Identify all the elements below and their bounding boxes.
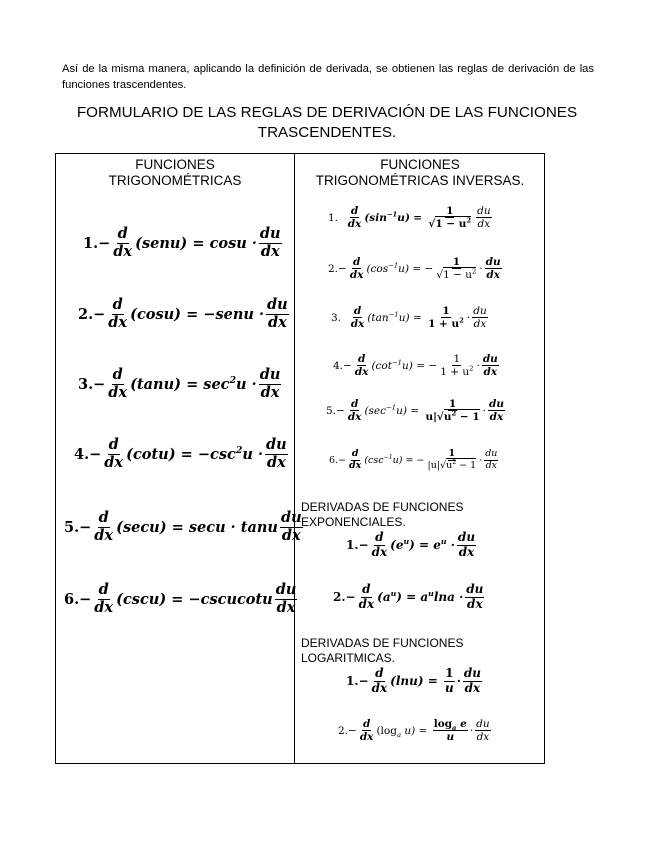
formula-number: 4.− bbox=[333, 359, 352, 372]
trig-formula-4 bbox=[74, 437, 290, 471]
result: $a^u\ln a$ · bbox=[420, 589, 464, 605]
equals-sign: = bbox=[427, 674, 438, 689]
minus-sign: − bbox=[416, 454, 425, 466]
header-line: FUNCIONES bbox=[135, 157, 215, 172]
d-dx-operator: $\frac{d}{dx}$ bbox=[358, 582, 375, 611]
formula-number: 2.− bbox=[338, 724, 357, 737]
equals-sign: = bbox=[416, 359, 426, 372]
equals-sign: = bbox=[180, 445, 193, 463]
section-line: LOGARITMICAS. bbox=[301, 651, 396, 665]
d-dx-operator: $\frac{d}{dx}$ bbox=[94, 509, 114, 544]
formula-number: 1. bbox=[328, 211, 339, 224]
formula-number: 3. bbox=[331, 311, 342, 324]
formula-number: 1.− bbox=[346, 538, 369, 553]
formula-number: 2.− bbox=[328, 262, 347, 275]
result: $e^u$ · bbox=[433, 537, 455, 553]
result-fraction: $\frac{1}{|u|√u^2 - 1}$ bbox=[427, 448, 477, 471]
dot: · bbox=[466, 311, 471, 324]
du-dx: du dx bbox=[476, 718, 490, 744]
equals-sign: = bbox=[410, 404, 420, 417]
minus-sign: − bbox=[424, 262, 434, 275]
formula-number: 2.− bbox=[78, 305, 106, 323]
dot: · bbox=[469, 724, 474, 737]
du-dx: du dx bbox=[473, 305, 487, 331]
function: (cotu) bbox=[126, 445, 176, 463]
formula-number: 6.− bbox=[329, 454, 347, 466]
minus-sign: − bbox=[428, 359, 438, 372]
logarithmic-section-title bbox=[301, 636, 463, 666]
dot: · bbox=[479, 262, 483, 275]
exponential-section-title bbox=[301, 500, 463, 530]
result-fraction: 1 $√1 - u^2$ bbox=[428, 205, 472, 231]
inverse-formula-1 bbox=[328, 205, 494, 230]
d-dx-operator: $\frac{d}{dx}$ bbox=[371, 530, 388, 559]
d-dx-operator: $\frac{d}{dx}$ bbox=[108, 296, 128, 331]
trig-formula-2 bbox=[78, 297, 291, 331]
function: (cosu) bbox=[130, 305, 182, 323]
result-fraction: $\frac{1}{1 + u^2}$ bbox=[440, 353, 474, 379]
function: $(\sec^{-1}u)$ bbox=[364, 403, 407, 417]
du-dx: du dx bbox=[259, 366, 281, 401]
function: (lnu) bbox=[390, 674, 424, 689]
du-dx: du dx bbox=[280, 509, 302, 544]
function: $(\cos^{-1}u)$ bbox=[366, 261, 410, 275]
du-dx: du dx bbox=[259, 225, 281, 260]
d-dx-operator: $\frac{d}{dx}$ bbox=[113, 225, 133, 260]
d-dx-operator: $\frac{d}{dx}$ bbox=[371, 666, 388, 695]
header-line: FUNCIONES bbox=[380, 157, 460, 172]
equals-sign: = bbox=[171, 518, 184, 536]
trig-column-header bbox=[56, 157, 294, 189]
result-fraction: 1 $u|√u^2 - 1$ bbox=[425, 398, 480, 424]
inverse-formula-6 bbox=[329, 449, 500, 472]
result: −senu · bbox=[203, 305, 265, 323]
inverse-formula-3 bbox=[331, 305, 490, 330]
result-fraction: 1 u bbox=[444, 666, 454, 695]
equals-sign: = bbox=[406, 590, 417, 605]
equals-sign: = bbox=[192, 234, 205, 252]
inverse-column-header bbox=[295, 157, 545, 189]
formula-number: 2.− bbox=[333, 590, 356, 605]
function: $(\tan^{-1}u)$ bbox=[367, 310, 410, 324]
du-dx: du dx bbox=[477, 205, 491, 231]
d-dx-operator: $\frac{d}{dx}$ bbox=[359, 718, 374, 744]
inverse-formula-2 bbox=[328, 256, 504, 281]
formula-number: 4.− bbox=[74, 445, 102, 463]
formula-number: 6.− bbox=[64, 590, 92, 608]
d-dx-operator: $\frac{d}{dx}$ bbox=[347, 398, 362, 424]
page-title: FORMULARIO DE LAS REGLAS DE DERIVACIÓN DE LAS FUNCIONES TRASCENDENTES. bbox=[76, 104, 578, 141]
equals-sign: = bbox=[413, 211, 423, 224]
du-dx: du dx bbox=[463, 666, 481, 695]
du-dx: du dx bbox=[266, 436, 287, 471]
du-dx: du dx bbox=[488, 398, 504, 424]
section-line: DERIVADAS DE FUNCIONES bbox=[301, 500, 464, 514]
d-dx-operator: d dx bbox=[347, 205, 362, 231]
result: −cscucotu bbox=[188, 590, 273, 608]
d-dx-operator: d dx bbox=[350, 305, 365, 331]
du-dx: du dx bbox=[267, 296, 288, 331]
formula-number: 3.− bbox=[78, 375, 106, 393]
column-divider bbox=[294, 153, 295, 764]
dot: · bbox=[482, 404, 486, 417]
function: (secu) bbox=[116, 518, 167, 536]
formula-number: 5.− bbox=[326, 404, 345, 417]
equals-sign: = bbox=[419, 538, 430, 553]
equals-sign: = bbox=[186, 305, 199, 323]
function: (tanu) bbox=[130, 375, 181, 393]
log-formula-2 bbox=[338, 718, 493, 743]
equals-sign: = bbox=[412, 311, 422, 324]
d-dx-operator: $\frac{d}{dx}$ bbox=[104, 436, 124, 471]
trig-formula-5 bbox=[64, 510, 305, 544]
formula-number: 1.− bbox=[83, 234, 111, 252]
exp-formula-1 bbox=[346, 531, 478, 560]
du-dx: du dx bbox=[275, 581, 297, 616]
function: $(a^u)$ bbox=[377, 589, 402, 605]
function: $(\sin^{-1}u)$ bbox=[364, 210, 410, 224]
result-fraction: $\log_a e$ u bbox=[433, 718, 467, 744]
inverse-formula-5 bbox=[326, 398, 507, 423]
formula-number: 1.− bbox=[346, 674, 369, 689]
result-fraction: $\frac{1}{√1 - u^2}$ bbox=[436, 256, 477, 282]
trig-formula-6 bbox=[64, 582, 299, 616]
header-line: TRIGONOMÉTRICAS bbox=[108, 173, 242, 188]
intro-paragraph: Así de la misma manera, aplicando la definición de derivada, se obtienen las reglas de derivación de las funciones trascendentes. bbox=[62, 63, 594, 91]
equals-sign: = bbox=[171, 590, 184, 608]
du-dx: du dx bbox=[485, 448, 498, 471]
dot: · bbox=[456, 674, 461, 689]
d-dx-operator: $\frac{d}{dx}$ bbox=[349, 256, 364, 282]
du-dx: du dx bbox=[457, 530, 476, 559]
equals-sign: = bbox=[186, 375, 199, 393]
d-dx-operator: $\frac{d}{dx}$ bbox=[349, 448, 362, 471]
function: ($\log_a$ u) bbox=[376, 724, 416, 739]
log-formula-1 bbox=[346, 667, 484, 696]
equals-sign: = bbox=[405, 454, 414, 466]
function: (senu) bbox=[135, 234, 188, 252]
d-dx-operator: $\frac{d}{dx}$ bbox=[94, 581, 114, 616]
equals-sign: = bbox=[418, 724, 428, 737]
equals-sign: = bbox=[412, 262, 422, 275]
function: (cscu) bbox=[116, 590, 167, 608]
trig-formula-1 bbox=[83, 226, 284, 260]
du-dx: du dx bbox=[485, 256, 501, 282]
section-line: EXPONENCIALES. bbox=[301, 515, 406, 529]
result: secu · tanu bbox=[188, 518, 278, 536]
dot: · bbox=[476, 359, 480, 372]
result: cosu · bbox=[209, 234, 257, 252]
function: $(e^u)$ bbox=[390, 537, 415, 553]
function: $(\csc^{-1}u)$ bbox=[364, 453, 403, 466]
d-dx-operator: $\frac{d}{dx}$ bbox=[108, 366, 128, 401]
formula-number: 5.− bbox=[64, 518, 92, 536]
function: $(\cot^{-1}u)$ bbox=[371, 358, 413, 372]
dot: · bbox=[479, 454, 483, 466]
result: $\sec^2u$ · bbox=[203, 374, 257, 393]
inverse-formula-4 bbox=[333, 353, 501, 378]
section-line: DERIVADAS DE FUNCIONES bbox=[301, 636, 464, 650]
du-dx: du dx bbox=[466, 582, 484, 611]
trig-formula-3 bbox=[78, 367, 283, 401]
exp-formula-2 bbox=[333, 583, 486, 612]
result-fraction: 1 $1 + u^2$ bbox=[428, 305, 464, 331]
d-dx-operator: $\frac{d}{dx}$ bbox=[354, 353, 369, 379]
header-line: TRIGONOMÉTRICAS INVERSAS. bbox=[315, 173, 525, 188]
du-dx: du dx bbox=[482, 353, 498, 379]
result: $-\csc^2u$ · bbox=[197, 444, 264, 463]
